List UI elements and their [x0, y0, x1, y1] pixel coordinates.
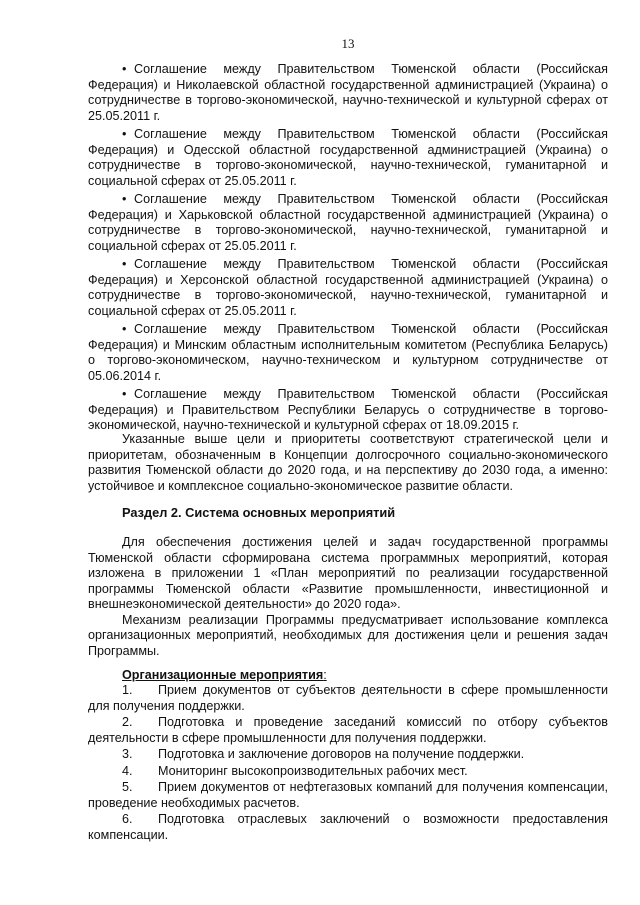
- organizational-list: [88, 683, 608, 844]
- section-paragraph-1: Для обеспечения достижения целей и задач государственной программы Тюменской области сформирована система программных мероприятий, которая изложена в приложении 1 «План мероприятий по реализации государственной программы Тюменской области «Развитие промышленности, инвестиционной и внешнеэкономической деятельности» до 2020 года».: [88, 535, 608, 611]
- item-number: 5.: [122, 780, 133, 794]
- list-item: [88, 812, 608, 843]
- item-number: 2.: [122, 715, 133, 729]
- bullet-icon: •: [122, 62, 127, 76]
- agreement-text: Соглашение между Правительством Тюменской области (Российская Федерация) и Правительством Республики Беларусь о сотрудничестве в торгово-экономической, научно-технической и культурной сферах от 18.09.2015 г.: [88, 387, 608, 432]
- section-paragraph-2: Механизм реализации Программы предусматривает использование комплекса организационных мероприятий, необходимых для достижения цели и решения задач Программы.: [88, 612, 608, 658]
- list-item: [88, 764, 608, 780]
- bullet-icon: •: [122, 322, 127, 336]
- section-body: [88, 535, 608, 659]
- list-item: [88, 715, 608, 746]
- agreements-list: [88, 62, 608, 437]
- organizational-title-colon: :: [323, 668, 327, 682]
- item-number: 1.: [122, 683, 133, 697]
- item-text: Подготовка и заключение договоров на получение поддержки.: [158, 747, 525, 761]
- item-text: Подготовка отраслевых заключений о возможности предоставления компенсации.: [88, 812, 608, 842]
- list-item: [88, 747, 608, 763]
- item-number: 3.: [122, 747, 133, 761]
- list-item: [88, 192, 608, 254]
- agreement-text: Соглашение между Правительством Тюменской области (Российская Федерация) и Минским областным исполнительным комитетом (Республика Беларусь) о торгово-экономическом, научно-техническом и культурном сотрудничестве от 05.06.2014 г.: [88, 322, 608, 383]
- agreement-text: Соглашение между Правительством Тюменской области (Российская Федерация) и Одесской областной государственной администрацией (Украина) о сотрудничестве в торгово-экономической, научно-технической, гуманитарной и социальной сферах от 25.05.2011 г.: [88, 127, 608, 188]
- summary-paragraph: Указанные выше цели и приоритеты соответствуют стратегической цели и приоритетам, обозначенным в Концепции долгосрочного социально-экономического развития Тюменской области до 2020 года, и на перспективу до 2030 года, а именно: устойчивое и комплексное социально-экономическое развитие области.: [88, 432, 608, 493]
- bullet-icon: •: [122, 192, 127, 206]
- list-item: [88, 780, 608, 811]
- list-item: [88, 387, 608, 434]
- bullet-icon: •: [122, 127, 127, 141]
- bullet-icon: •: [122, 387, 127, 401]
- summary-section: [88, 432, 608, 494]
- section-title: Раздел 2. Система основных мероприятий: [122, 505, 396, 520]
- item-text: Мониторинг высокопроизводительных рабочих мест.: [158, 763, 468, 778]
- list-item: [88, 62, 608, 124]
- organizational-title: [122, 668, 327, 684]
- bullet-icon: •: [122, 257, 127, 271]
- item-text: Прием документов от нефтегазовых компаний для получения компенсации, проведение необходимых расчетов.: [88, 780, 608, 810]
- page-number: 13: [341, 36, 355, 51]
- organizational-title-text: Организационные мероприятия: [122, 668, 324, 682]
- list-item: [88, 683, 608, 714]
- item-number: 6.: [122, 812, 133, 826]
- item-text: Подготовка и проведение заседаний комиссий по отбору субъектов деятельности в сфере промышленности для получения поддержки.: [88, 715, 608, 745]
- item-number: 4.: [122, 763, 133, 778]
- item-text: Прием документов от субъектов деятельности в сфере промышленности для получения поддержки.: [88, 683, 608, 713]
- agreement-text: Соглашение между Правительством Тюменской области (Российская Федерация) и Николаевской областной государственной администрацией (Украина) о сотрудничестве в торгово-экономической, научно-технической и культурной сферах от 25.05.2011 г.: [88, 62, 608, 123]
- list-item: [88, 127, 608, 189]
- agreement-text: Соглашение между Правительством Тюменской области (Российская Федерация) и Херсонской областной государственной администрацией (Украина) о сотрудничестве в торгово-экономической, научно-технической, гуманитарной и социальной сферах от 25.05.2011 г.: [88, 257, 608, 318]
- list-item: [88, 257, 608, 319]
- agreement-text: Соглашение между Правительством Тюменской области (Российская Федерация) и Харьковской областной государственной администрацией (Украина) о сотрудничестве в торгово-экономической, научно-технической, гуманитарной и социальной сферах от 25.05.2011 г.: [88, 192, 608, 253]
- list-item: [88, 322, 608, 384]
